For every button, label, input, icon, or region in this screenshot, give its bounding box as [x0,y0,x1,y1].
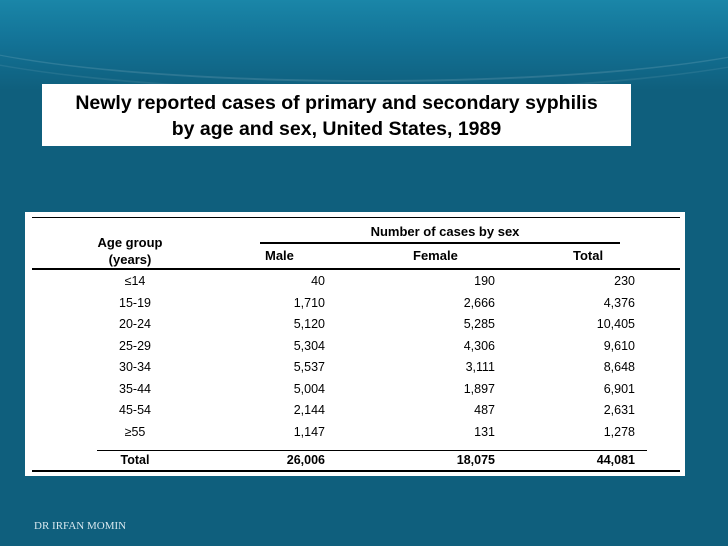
table-row-age-cell: 35-44 [119,381,151,396]
total-rule [97,450,647,451]
slide-title [42,84,631,146]
table-row-age-cell: 25-29 [119,338,151,353]
table-row-female-cell: 131 [474,424,495,439]
table-row-male-cell: 5,120 [293,317,325,331]
table-row-male-cell: 2,144 [293,403,325,417]
table-row-male-cell: 1,710 [293,295,325,310]
table-row-female-cell: 1,897 [463,381,495,396]
col-header-male: Male [265,248,294,263]
table-row-total-cell: 1,278 [603,424,635,439]
header-rule [32,268,680,270]
table-row-female-cell: 2,666 [463,295,495,310]
table-row-male-cell: 5,304 [293,338,325,353]
table-row-total-cell: 10,405 [596,317,635,331]
col-header-female: Female [413,248,458,263]
table-row-total-cell: 4,376 [603,295,635,310]
table-row-total-cell: 8,648 [603,360,635,374]
totals-row-male-cell: 26,006 [286,453,325,467]
table-row-male-cell: 40 [311,274,325,288]
top-rule [32,217,680,218]
table-row-age-cell: ≥55 [124,424,146,439]
sex-group-header: Number of cases by sex [370,224,520,239]
decorative-wave [0,0,728,92]
table-row-female-cell: 487 [474,403,495,417]
table-row-male-cell: 5,537 [293,360,325,374]
table-row-total-cell: 9,610 [603,338,635,353]
data-table [25,212,685,476]
table-row-age-cell: 15-19 [119,295,151,310]
table-row-male-cell: 5,004 [293,381,325,396]
totals-row-age-cell: Total [120,453,150,467]
table-row-total-cell: 230 [614,274,635,288]
totals-row-female-cell: 18,075 [456,453,495,467]
age-header-line-1: Age group [97,235,163,250]
title-line-1: Newly reported cases of primary and secondary syphilis [75,92,598,114]
bottom-rule [32,470,680,472]
age-group-header [55,234,205,268]
table-row-age-cell: 20-24 [119,317,151,331]
totals-row-total-cell: 44,081 [596,453,635,467]
title-line-2: by age and sex, United States, 1989 [171,118,502,140]
age-header-line-2: (years) [108,252,152,267]
table-row-female-cell: 5,285 [463,317,495,331]
table-row-male-cell: 1,147 [293,424,325,439]
table-row-female-cell: 3,111 [465,360,495,374]
table-row-total-cell: 6,901 [603,381,635,396]
table-row-age-cell: ≤14 [124,274,146,288]
table-row-age-cell: 45-54 [119,403,151,417]
table-row-female-cell: 4,306 [463,338,495,353]
table-row-total-cell: 2,631 [603,403,635,417]
col-header-total: Total [573,248,604,263]
group-rule [260,242,620,244]
author-footer: DR IRFAN MOMIN [34,520,127,532]
table-row-female-cell: 190 [474,274,495,288]
table-row-age-cell: 30-34 [119,360,151,374]
